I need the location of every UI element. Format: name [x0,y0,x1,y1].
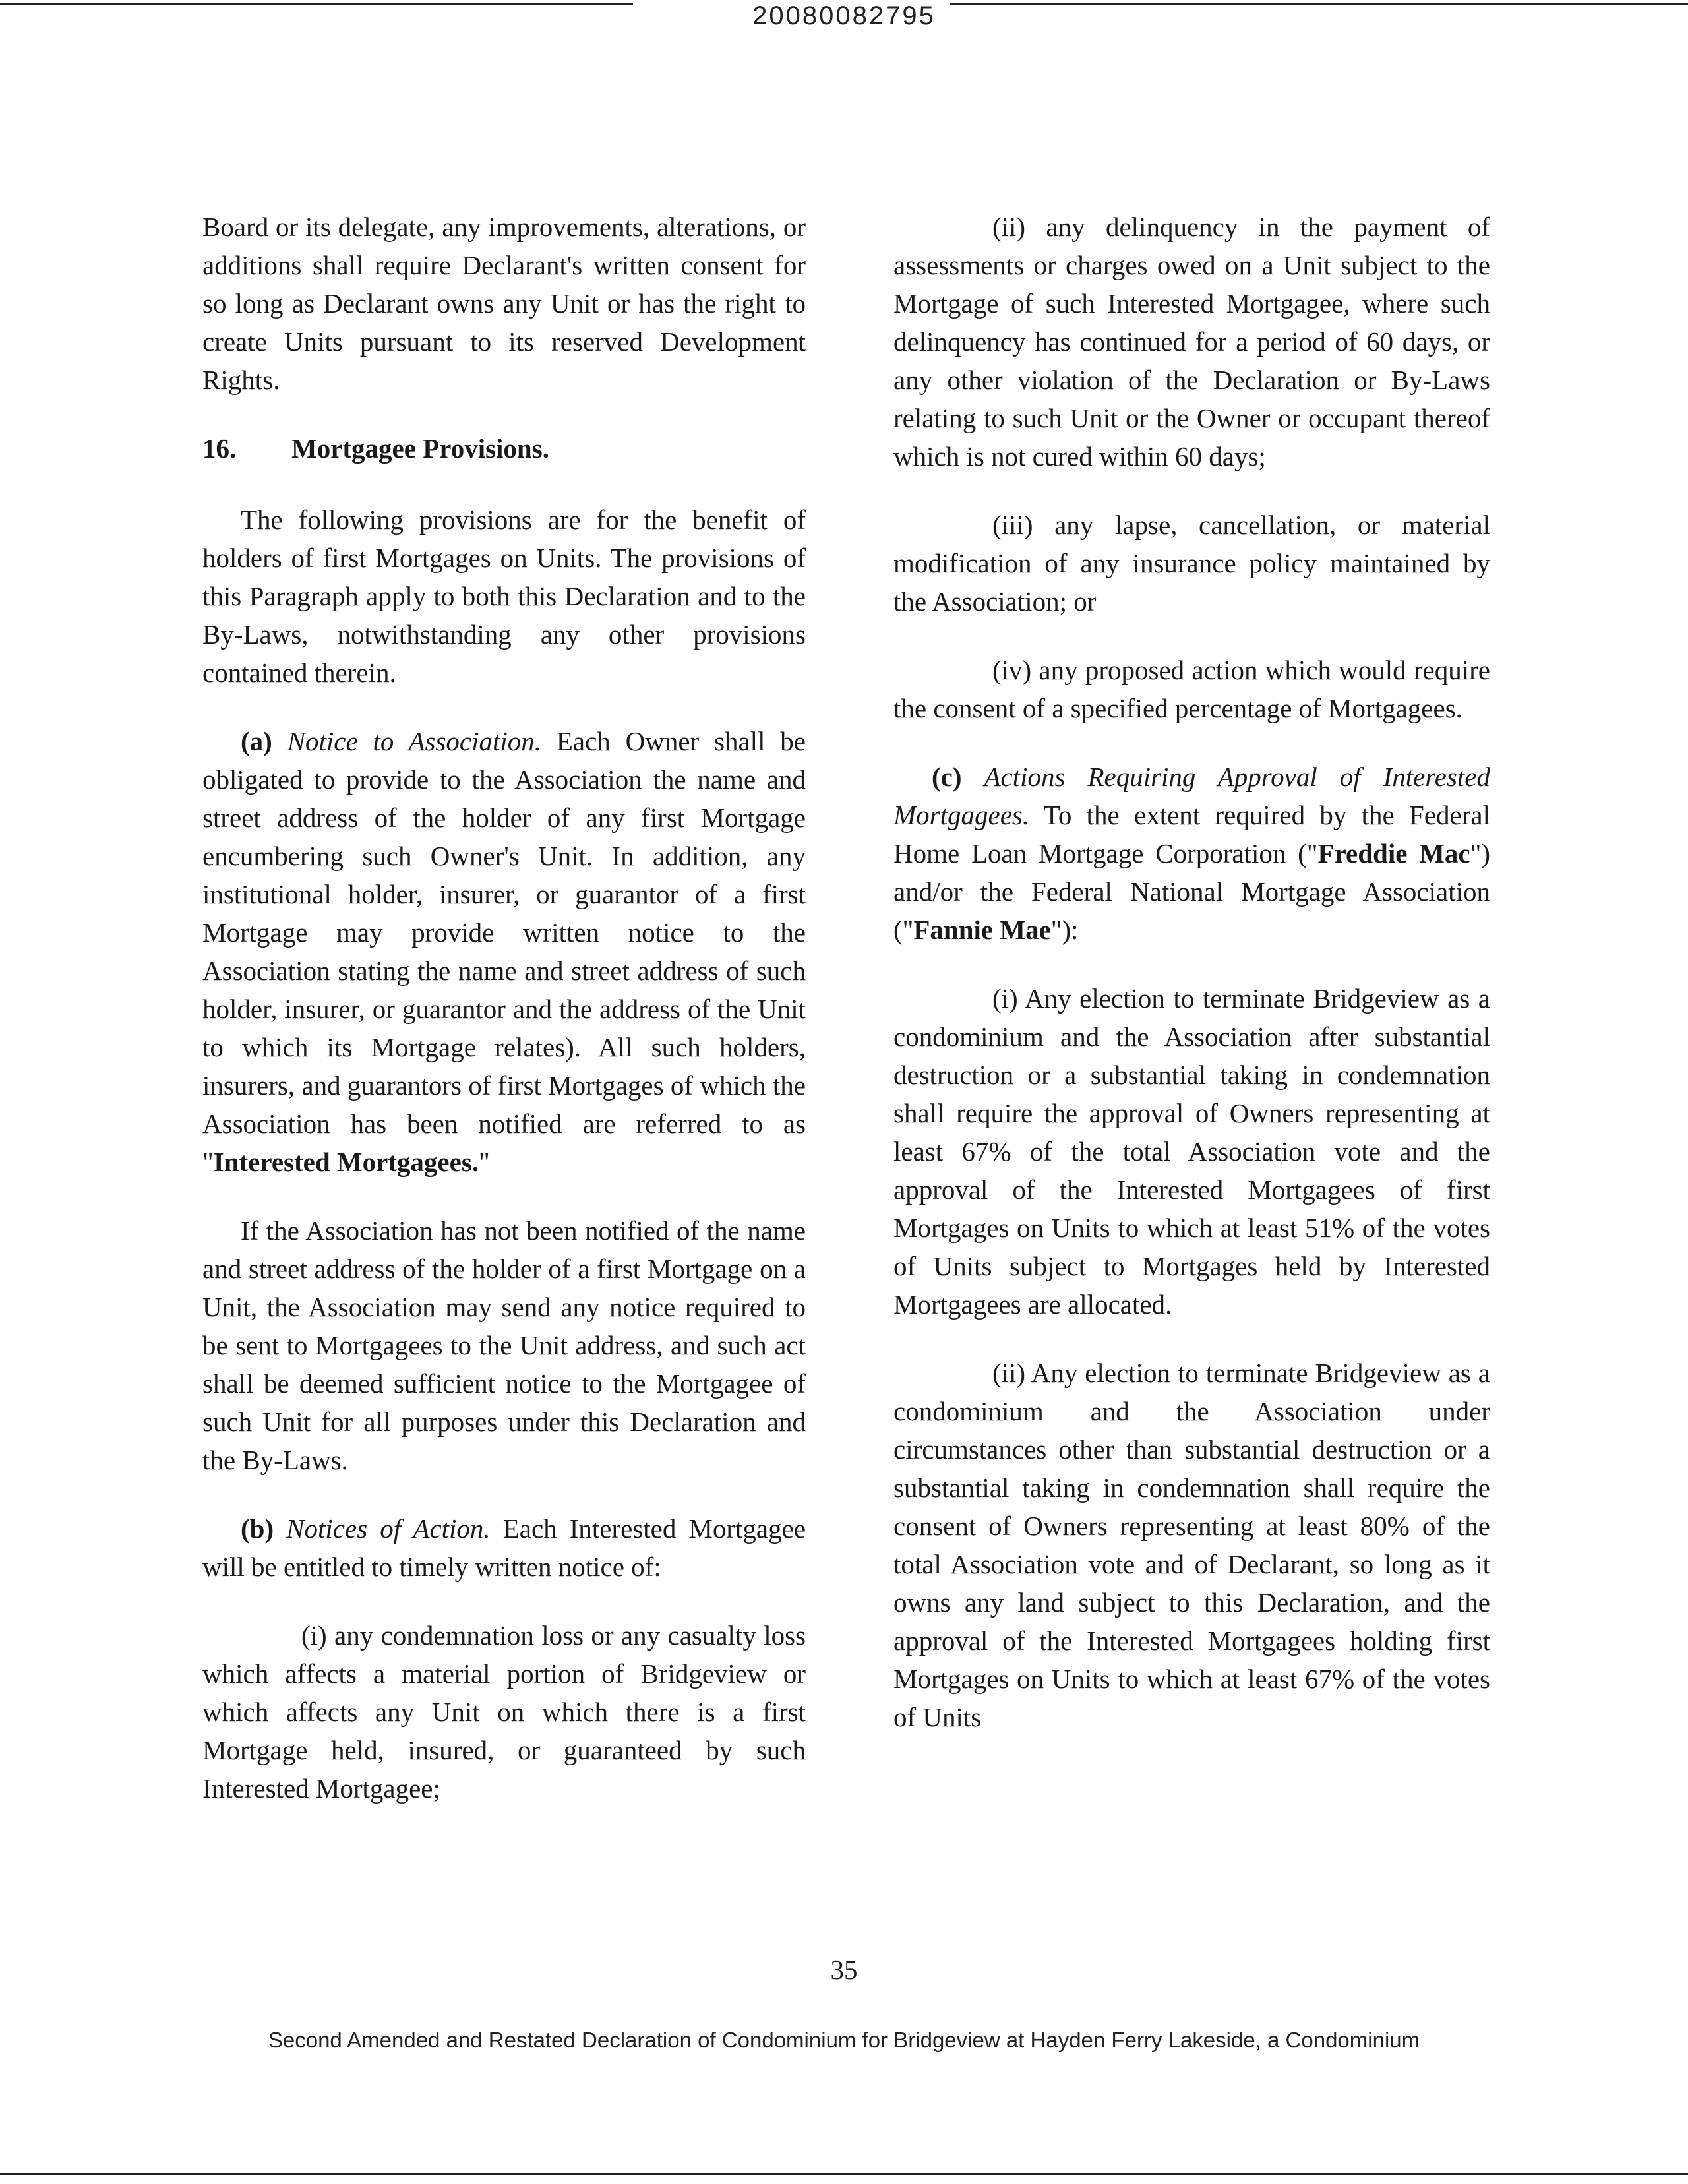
subsection-a [202,722,806,1181]
document-number: 20080082795 [752,1,936,30]
subsection-a-text: Each Owner shall be obligated to provide to the Association the name and street address of the holder of any first Mortgage encumbering such Owner's Unit. In addition, any institutional holder, insurer, or guarantor of a first Mortgage may provide written notice to the Association stating the name and street address of such holder, insurer, or guarantor and the address of the Unit to which its Mortgage relates). All such holders, insurers, and guarantors of first Mortgages of which the Association has been notified are referred to as " [202,726,806,1177]
paragraph-notification: If the Association has not been notified of the name and street address of the holder of a first Mortgage on a Unit, the Association may send any notice required to be sent to Mortgagees to the Unit address, and such act shall be deemed sufficient notice to the Mortgagee of such Unit for all purposes under this Declaration and the By-Laws. [202,1215,806,1475]
subsection-c-item-i: (i) Any election to terminate Bridgeview as a condominium and the Association after substantial destruction or a substantial taking in condemnation shall require the approval of Owners representing at least 67% of the total Association vote and the approval of the Interested Mortgagees of first Mortgages on Units to which at least 51% of the votes of Units subject to Mortgages held by Interested Mortgagees are allocated. [893,983,1490,1320]
defined-term-interested-mortgagees: Interested Mortgagees. [213,1147,479,1177]
left-column [202,208,806,1838]
subsection-c-title: Actions Requiring Approval of Interested Mortgagees. [893,762,1490,830]
subsection-b-item-i: (i) any condemnation loss or any casualty loss which affects a material portion of Bridgeview or which affects any Unit on which there is a first Mortgage held, insured, or guaranteed by such Interested Mortgagee; [202,1620,806,1804]
defined-term-freddie-mac: Freddie Mac [1317,838,1470,868]
subsection-c-label: (c) [932,762,962,792]
defined-term-fannie-mae: Fannie Mae [913,915,1051,945]
section-title: Mortgagee Provisions. [291,433,549,464]
section-number: 16. [202,433,237,464]
paragraph-intro: The following provisions are for the benefit of holders of first Mortgages on Units. The provisions of this Paragraph apply to both this Declaration and to the By-Laws, notwithstanding any other provisions contained therein. [202,504,806,688]
subsection-c-text-3: "): [1050,915,1079,945]
right-column [893,208,1490,1767]
subsection-b-text: Each Interested Mortgagee will be entitled to timely written notice of: [202,1513,806,1582]
subsection-c-item-ii: (ii) Any election to terminate Bridgeview as a condominium and the Association under circumstances other than substantial destruction or a substantial taking in condemnation shall require the consent of Owners representing at least 80% of the total Association vote and of Declarant, so long as it owns any land subject to this Declaration, and the approval of the Interested Mortgagees holding first Mortgages on Units to which at least 67% of the votes of Units [893,1358,1490,1732]
footer-document-title: Second Amended and Restated Declaration of Condominium for Bridgeview at Hayden Ferry Lakeside, a Condominium [268,2028,1420,2052]
subsection-c-text-2: ") and/or the Federal National Mortgage Association (" [893,838,1491,945]
subsection-a-label: (a) [241,726,272,756]
paragraph-continued: Board or its delegate, any improvements, alterations, or additions shall require Declarant's written consent for so long as Declarant owns any Unit or has the right to create Units pursuant to its reserved Development Rights. [202,212,806,395]
subsection-c [893,758,1490,949]
subsection-b-item-iii: (iii) any lapse, cancellation, or material modification of any insurance policy maintained by the Association; or [893,510,1490,617]
bottom-border [0,2173,1688,2175]
subsection-c-text-1: To the extent required by the Federal Home Loan Mortgage Corporation (" [893,800,1490,868]
subsection-b-label: (b) [241,1513,274,1544]
subsection-b-item-iv: (iv) any proposed action which would require the consent of a specified percentage of Mortgagees. [893,655,1490,723]
subsection-b-item-ii: (ii) any delinquency in the payment of assessments or charges owed on a Unit subject to the Mortgage of such Interested Mortgagee, where such delinquency has continued for a period of 60 days, or any other violation of the Declaration or By-Laws relating to such Unit or the Owner or occupant thereof which is not cured within 60 days; [893,212,1490,471]
subsection-a-title: Notice to Association. [287,726,542,756]
section-heading [202,429,806,468]
page-number: 35 [830,1955,858,1985]
subsection-b-title: Notices of Action. [286,1513,491,1544]
subsection-b [202,1509,806,1586]
subsection-a-close: " [479,1147,490,1177]
